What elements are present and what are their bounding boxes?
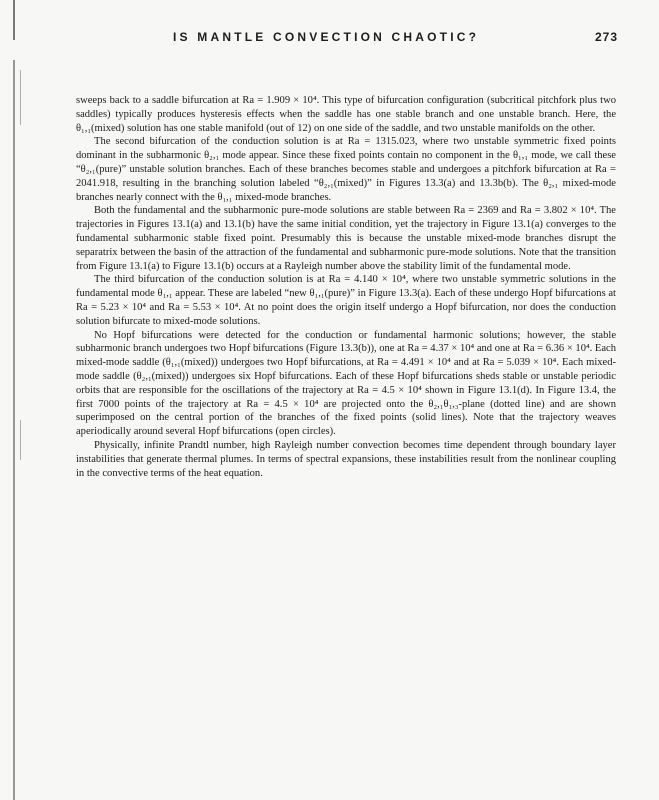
paragraph: The third bifurcation of the conduction solution is at Ra = 4.140 × 10⁴, where two unstable symmetric solutions in the fundamental mode θ₁,₁ appear. These are labeled “new θ₁,₁(pure)” in Figure 13.3(a). Each of these undergo Hopf bifurcations at Ra = 5.23 × 10⁴ and Ra = 5.53 × 10⁴. At no point does the origin itself undergo a Hopf bifurcation, nor does the conduction solution bifurcate to mixed-mode solutions.: [76, 274, 616, 327]
paragraph: sweeps back to a saddle bifurcation at Ra = 1.909 × 10⁴. This type of bifurcation configuration (subcritical pitchfork plus two saddles) typically produces hysteresis effects when the saddle has one stable branch and one unstable branch. Here, the θ₁,₁(mixed) solution has one stable manifold (out of 12) on one side of the saddle, and two unstable manifolds on the other.: [76, 95, 616, 134]
paragraph: Physically, infinite Prandtl number, high Rayleigh number convection becomes time dependent through boundary layer instabilities that generate thermal plumes. In terms of spectral expansions, these instabilities result from the nonlinear coupling in the convective terms of the heat equation.: [76, 439, 616, 479]
scan-mark: [20, 70, 21, 125]
paragraph: The second bifurcation of the conduction solution is at Ra = 1315.023, where two unstable symmetric fixed points dominant in the subharmonic θ₂,₁ mode appear. Since these fixed points contain no component in the θ₁,₁ mode, we call these “θ₂,₁(pure)” unstable solution branches. Each of these branches becomes stable and undergoes a pitchfork bifurcation at Ra = 2041.918, resulting in the branching solution labeled “θ₂,₁(mixed)” in Figures 13.3(a) and 13.3b(b). The θ₂,₁ mixed-mode branches nearly connect with the θ₁,₁ mixed-mode branches.: [76, 136, 616, 203]
paragraph: Both the fundamental and the subharmonic pure-mode solutions are stable between Ra = 2369 and Ra = 3.802 × 10⁴. The trajectories in Figures 13.1(a) and 13.1(b) have the same initial condition, yet the trajectory in Figure 13.1(a) converges to the fundamental subharmonic stable fixed point. Presumably this is because the unstable mixed-mode branches disrupt the separatrix between the basin of the attraction of the fundamental and subharmonic pure-mode solutions. Note that the transition from Figure 13.1(a) to Figure 13.1(b) occurs at a Rayleigh number above the stability limit of the fundamental mode.: [76, 205, 616, 272]
page-header: [78, 30, 618, 46]
body-text: [76, 94, 616, 480]
scan-mark: [20, 420, 21, 460]
scan-binding-edge: [13, 0, 15, 800]
paragraph: No Hopf bifurcations were detected for the conduction or fundamental harmonic solutions; however, the stable subharmonic branch undergoes two Hopf bifurcations (Figure 13.3(b)), one at Ra = 4.37 × 10⁴ and one at Ra = 6.36 × 10⁴. Each mixed-mode saddle (θ₁,₁(mixed)) undergoes two Hopf bifurcations, at Ra = 4.491 × 10⁴ and at Ra = 5.039 × 10⁴. Each mixed-mode saddle (θ₂,₁(mixed)) undergoes six Hopf bifurcations. Each of these Hopf bifurcations sheds stable or unstable periodic orbits that are responsible for the oscillations of the trajectory at Ra = 4.5 × 10⁴ shown in Figure 13.1(d). In Figure 13.4, the first 7000 points of the trajectory at Ra = 4.5 × 10⁴ are projected onto the θ₂,₁θ₁,₃-plane (dotted line) and are shown superimposed on the central portion of the branches of the fixed points (solid lines). Note that the trajectory weaves aperiodically around several Hopf bifurcations (open circles).: [76, 329, 617, 438]
page-number: 273: [594, 30, 618, 44]
running-head: IS MANTLE CONVECTION CHAOTIC?: [173, 30, 480, 44]
